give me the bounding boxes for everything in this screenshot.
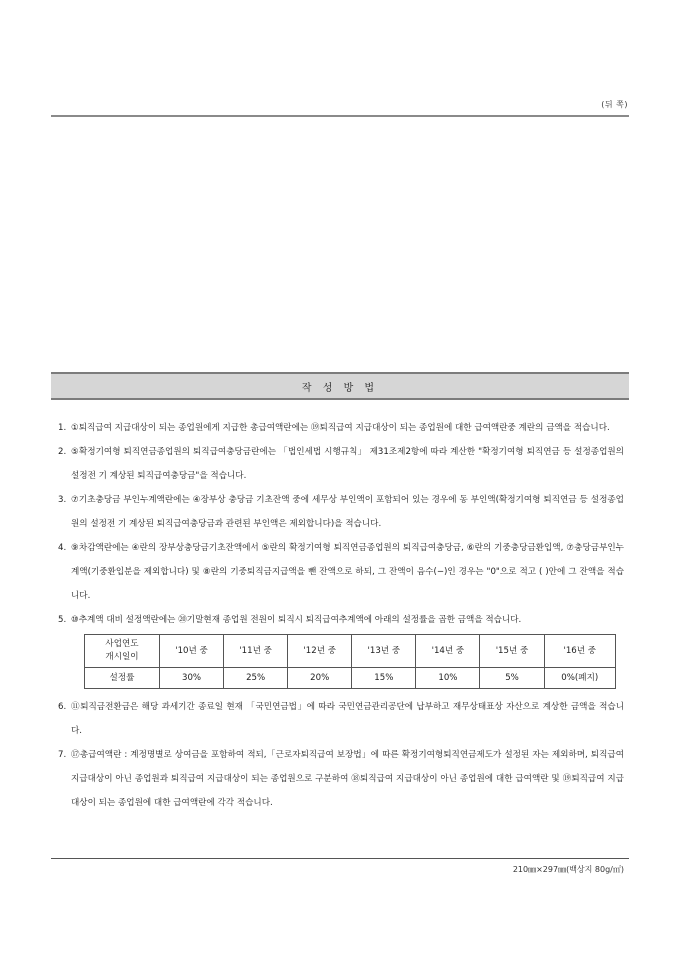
year-cell: '14년 중 (416, 635, 480, 668)
item-text: ⑤확정기여형 퇴직연금종업원의 퇴직급여충당금란에는 「법인세법 시행규칙」 제31조제2항에 따라 계산한 "확정기여형 퇴직연금 등 설정종업원의 설정전 기 계상된 퇴직급여충당금"을 적습니다. (71, 447, 624, 481)
bottom-divider (51, 858, 629, 859)
instruction-item-1 (58, 416, 624, 440)
item-text: ⑪퇴직금전환금은 해당 과세기간 종료일 현재 「국민연금법」에 따라 국민연금관리공단에 납부하고 재무상태표상 자산으로 계상한 금액을 적습니다. (71, 702, 624, 736)
rate-table (84, 634, 616, 689)
year-cell: '13년 중 (352, 635, 416, 668)
paper-spec: 210㎜×297㎜(백상지 80g/㎡) (512, 865, 624, 874)
item-number: 2. (58, 447, 67, 457)
rate-cell: 5% (480, 668, 544, 689)
item-text: ⑦기초충당금 부인누계액란에는 ④장부상 충당금 기초잔액 중에 세무상 부인액이 포함되어 있는 경우에 동 부인액(확정기여형 퇴직연금 등 설정종업원의 설정전 기 계상된 퇴직급여충당금과 관련된 부인액은 제외합니다)을 적습니다. (71, 495, 624, 529)
year-cell: '11년 중 (224, 635, 288, 668)
item-text: ⑩추계액 대비 설정액란에는 ⑳기말현재 종업원 전원이 퇴직시 퇴직급여추계액에 아래의 설정률을 곱한 금액을 적습니다. (71, 615, 522, 625)
year-cell: '15년 중 (480, 635, 544, 668)
item-number: 5. (58, 615, 67, 625)
row-label-rate: 설정률 (85, 668, 160, 689)
rate-cell: 0%(폐지) (544, 668, 615, 689)
instruction-item-6 (58, 695, 624, 743)
instruction-item-4 (58, 536, 624, 608)
rate-cell: 30% (160, 668, 224, 689)
instruction-item-7 (58, 743, 624, 815)
item-number: 6. (58, 702, 67, 712)
rate-cell: 25% (224, 668, 288, 689)
instruction-list (58, 416, 624, 815)
back-page-label: (뒤 쪽) (601, 100, 628, 109)
rate-cell: 10% (416, 668, 480, 689)
instruction-item-5 (58, 608, 624, 689)
item-number: 4. (58, 543, 67, 553)
year-cell: '10년 중 (160, 635, 224, 668)
rate-cell: 20% (288, 668, 352, 689)
instruction-item-3 (58, 488, 624, 536)
section-header (51, 372, 629, 400)
item-text: ⑰총급여액란 : 계정명별로 상여금을 포함하여 적되,「근로자퇴직급여 보장법」에 따른 확정기여형퇴직연금제도가 설정된 자는 제외하며, 퇴직급여 지급대상이 아닌 종업원과 퇴직급여 지급대상이 되는 종업원으로 구분하여 ⑱퇴직급여 지급대상이 아닌 종업원에 대한 급여액란 및 ⑲퇴직급여 지급대상이 되는 종업원에 대한 급여액란에 각각 적습니다. (71, 750, 624, 808)
item-number: 3. (58, 495, 67, 505)
rate-cell: 15% (352, 668, 416, 689)
table-row (85, 668, 616, 689)
year-cell: '16년 중 (544, 635, 615, 668)
item-number: 1. (58, 423, 67, 433)
table-row (85, 635, 616, 668)
section-title: 작 성 방 법 (301, 382, 379, 394)
row-label-start-date: 사업연도 개시일이 (85, 635, 160, 668)
item-number: 7. (58, 750, 67, 760)
instruction-item-2 (58, 440, 624, 488)
item-text: ①퇴직급여 지급대상이 되는 종업원에게 지급한 총급여액란에는 ⑲퇴직급여 지급대상이 되는 종업원에 대한 급여액란중 계란의 금액을 적습니다. (71, 423, 610, 433)
top-divider (51, 115, 629, 117)
year-cell: '12년 중 (288, 635, 352, 668)
item-text: ⑨차감액란에는 ④란의 장부상충당금기초잔액에서 ⑤란의 확정기여형 퇴직연금종업원의 퇴직급여충당금, ⑥란의 기중충당금환입액, ⑦충당금부인누계액(기중환입분을 제외합니다) 및 ⑧란의 기중퇴직금지급액을 뺀 잔액으로 하되, 그 잔액이 음수(−)인 경우는 "0"으로 적고 ( )안에 그 잔액을 적습니다. (71, 543, 624, 601)
